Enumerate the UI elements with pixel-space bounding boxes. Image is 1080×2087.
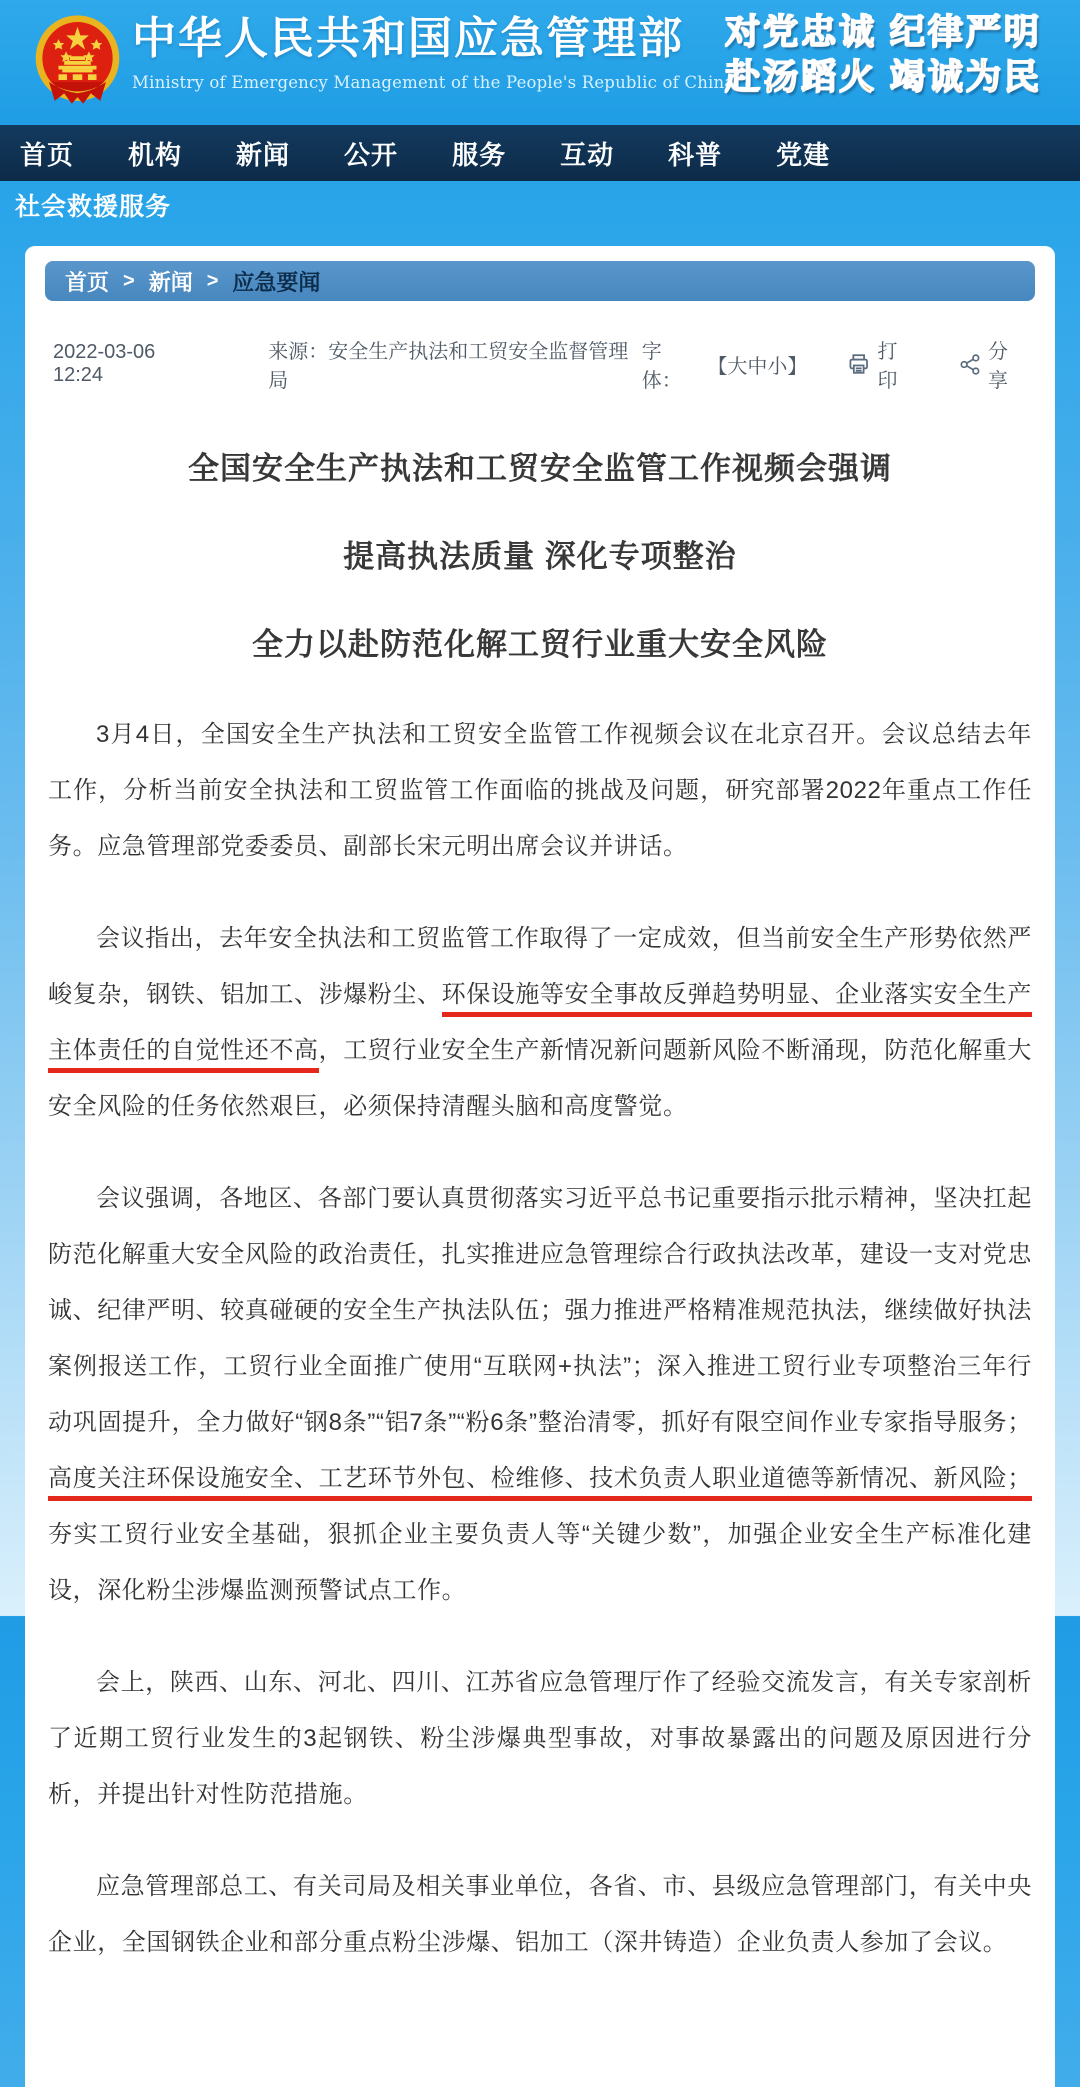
publish-datetime: 2022-03-06 12:24 (53, 341, 156, 386)
paragraph-text: 会议强调，各地区、各部门要认真贯彻落实习近平总书记重要指示批示精神，坚决扛起防范化解重大安全风险的政治责任，扎实推进应急管理综合行政执法改革，建设一支对党忠诚、纪律严明、较真碰硬的安全生产执法队伍；强力推进严格精准规范执法，继续做好执法案例报送工作，工贸行业全面推广使用“互联网+执法”；深入推进工贸行业专项整治三年行动巩固提升，全力做好“钢8条”“铝7条”“粉6条”整治清零，抓好有限空间作业专家指导服务； (48, 1185, 1032, 1436)
source-text: 来源：安全生产执法和工贸安全监督管理局 (268, 341, 629, 392)
article-title-line-2: 提高执法质量 深化专项整治 (343, 539, 737, 574)
nav-item-2[interactable]: 机构 (128, 139, 183, 170)
slogan-line-1: 对党忠诚 纪律严明 (725, 13, 1042, 52)
paragraph-2 (48, 911, 1032, 1135)
nav-item-3[interactable]: 新闻 (236, 139, 291, 170)
paragraph-5 (48, 1859, 1032, 1971)
paragraph-1 (48, 707, 1032, 875)
red-underlined-text: 高度关注环保设施安全、工艺环节外包、检维修、技术负责人职业道德等新情况、新风险； (48, 1465, 1032, 1501)
slogan-banner (725, 10, 1042, 100)
red-underlined-text: 环保设施等安全事故反弹趋势明显、企业落实安全生产主体责任的自觉性还不高 (48, 981, 1032, 1073)
content-panel (25, 246, 1055, 2087)
article-title-line-3: 全力以赴防范化解工贸行业重大安全风险 (252, 627, 828, 662)
sub-nav-strip (0, 181, 1080, 229)
paragraph-text: 夯实工贸行业安全基础，狠抓企业主要负责人等“关键少数”，加强企业安全生产标准化建设，深化粉尘涉爆监测预警试点工作。 (48, 1521, 1032, 1604)
font-size-control[interactable] (641, 335, 808, 393)
paragraph-text: ，工贸行业安全生产新情况新问题新风险不断涌现，防范化解重大安全风险的任务依然艰巨，必须保持清醒头脑和高度警觉。 (48, 1037, 1033, 1120)
share-button[interactable] (959, 335, 1027, 393)
breadcrumb-link-1[interactable]: 首页 (65, 269, 110, 295)
font-size-options[interactable]: 【大中小】 (707, 355, 808, 378)
breadcrumb-current: 应急要闻 (232, 269, 321, 295)
share-icon (959, 353, 981, 376)
breadcrumb (45, 261, 1035, 301)
slogan-line-2: 赴汤蹈火 竭诚为民 (725, 58, 1042, 97)
paragraph-4 (48, 1655, 1032, 1823)
paragraph-text: 会上，陕西、山东、河北、四川、江苏省应急管理厅作了经验交流发言，有关专家剖析了近期工贸行业发生的3起钢铁、粉尘涉爆典型事故，对事故暴露出的问题及原因进行分析，并提出针对性防范措施。 (48, 1669, 1032, 1808)
print-label: 打印 (877, 341, 898, 392)
nav-item-1[interactable]: 首页 (20, 139, 75, 170)
site-subtitle-en: Ministry of Emergency Management of the People's Republic of China (132, 73, 735, 93)
paragraph-text: 应急管理部总工、有关司局及相关事业单位，各省、市、县级应急管理部门，有关中央企业，全国钢铁企业和部分重点粉尘涉爆、铝加工（深井铸造）企业负责人参加了会议。 (48, 1873, 1032, 1956)
article-meta-row (53, 335, 1027, 393)
paragraph-3 (48, 1171, 1032, 1619)
site-header (0, 0, 1080, 125)
nav-item-6[interactable]: 互动 (560, 139, 615, 170)
article-title-line-1: 全国安全生产执法和工贸安全监管工作视频会强调 (188, 451, 892, 486)
national-emblem-logo (30, 12, 125, 110)
chevron-right-icon: > (123, 269, 135, 292)
nav-item-8[interactable]: 党建 (776, 139, 831, 170)
breadcrumb-link-2[interactable]: 新闻 (148, 269, 193, 295)
paragraph-text: 3月4日，全国安全生产执法和工贸安全监管工作视频会议在北京召开。会议总结去年工作，分析当前安全执法和工贸监管工作面临的挑战及问题，研究部署2022年重点工作任务。应急管理部党委委员、副部长宋元明出席会议并讲话。 (48, 721, 1032, 860)
nav-item-7[interactable]: 科普 (668, 139, 723, 170)
nav-item-5[interactable]: 服务 (452, 139, 507, 170)
main-nav (0, 125, 1080, 181)
site-title: 中华人民共和国应急管理部 (132, 14, 684, 63)
print-button[interactable] (847, 335, 916, 393)
article-title (45, 443, 1035, 664)
chevron-right-icon: > (206, 269, 219, 292)
paragraph-text: 会议指出，去年安全执法和工贸监管工作取得了一定成效，但当前安全生产形势依然严峻复杂，钢铁、铝加工、涉爆粉尘、 (48, 925, 1032, 1008)
nav-item-4[interactable]: 公开 (344, 139, 399, 170)
sub-nav-label[interactable]: 社会救援服务 (15, 193, 172, 221)
printer-icon (847, 352, 870, 376)
article-body (45, 707, 1035, 1971)
share-label: 分享 (987, 341, 1008, 392)
font-size-label: 字体： (641, 341, 682, 392)
